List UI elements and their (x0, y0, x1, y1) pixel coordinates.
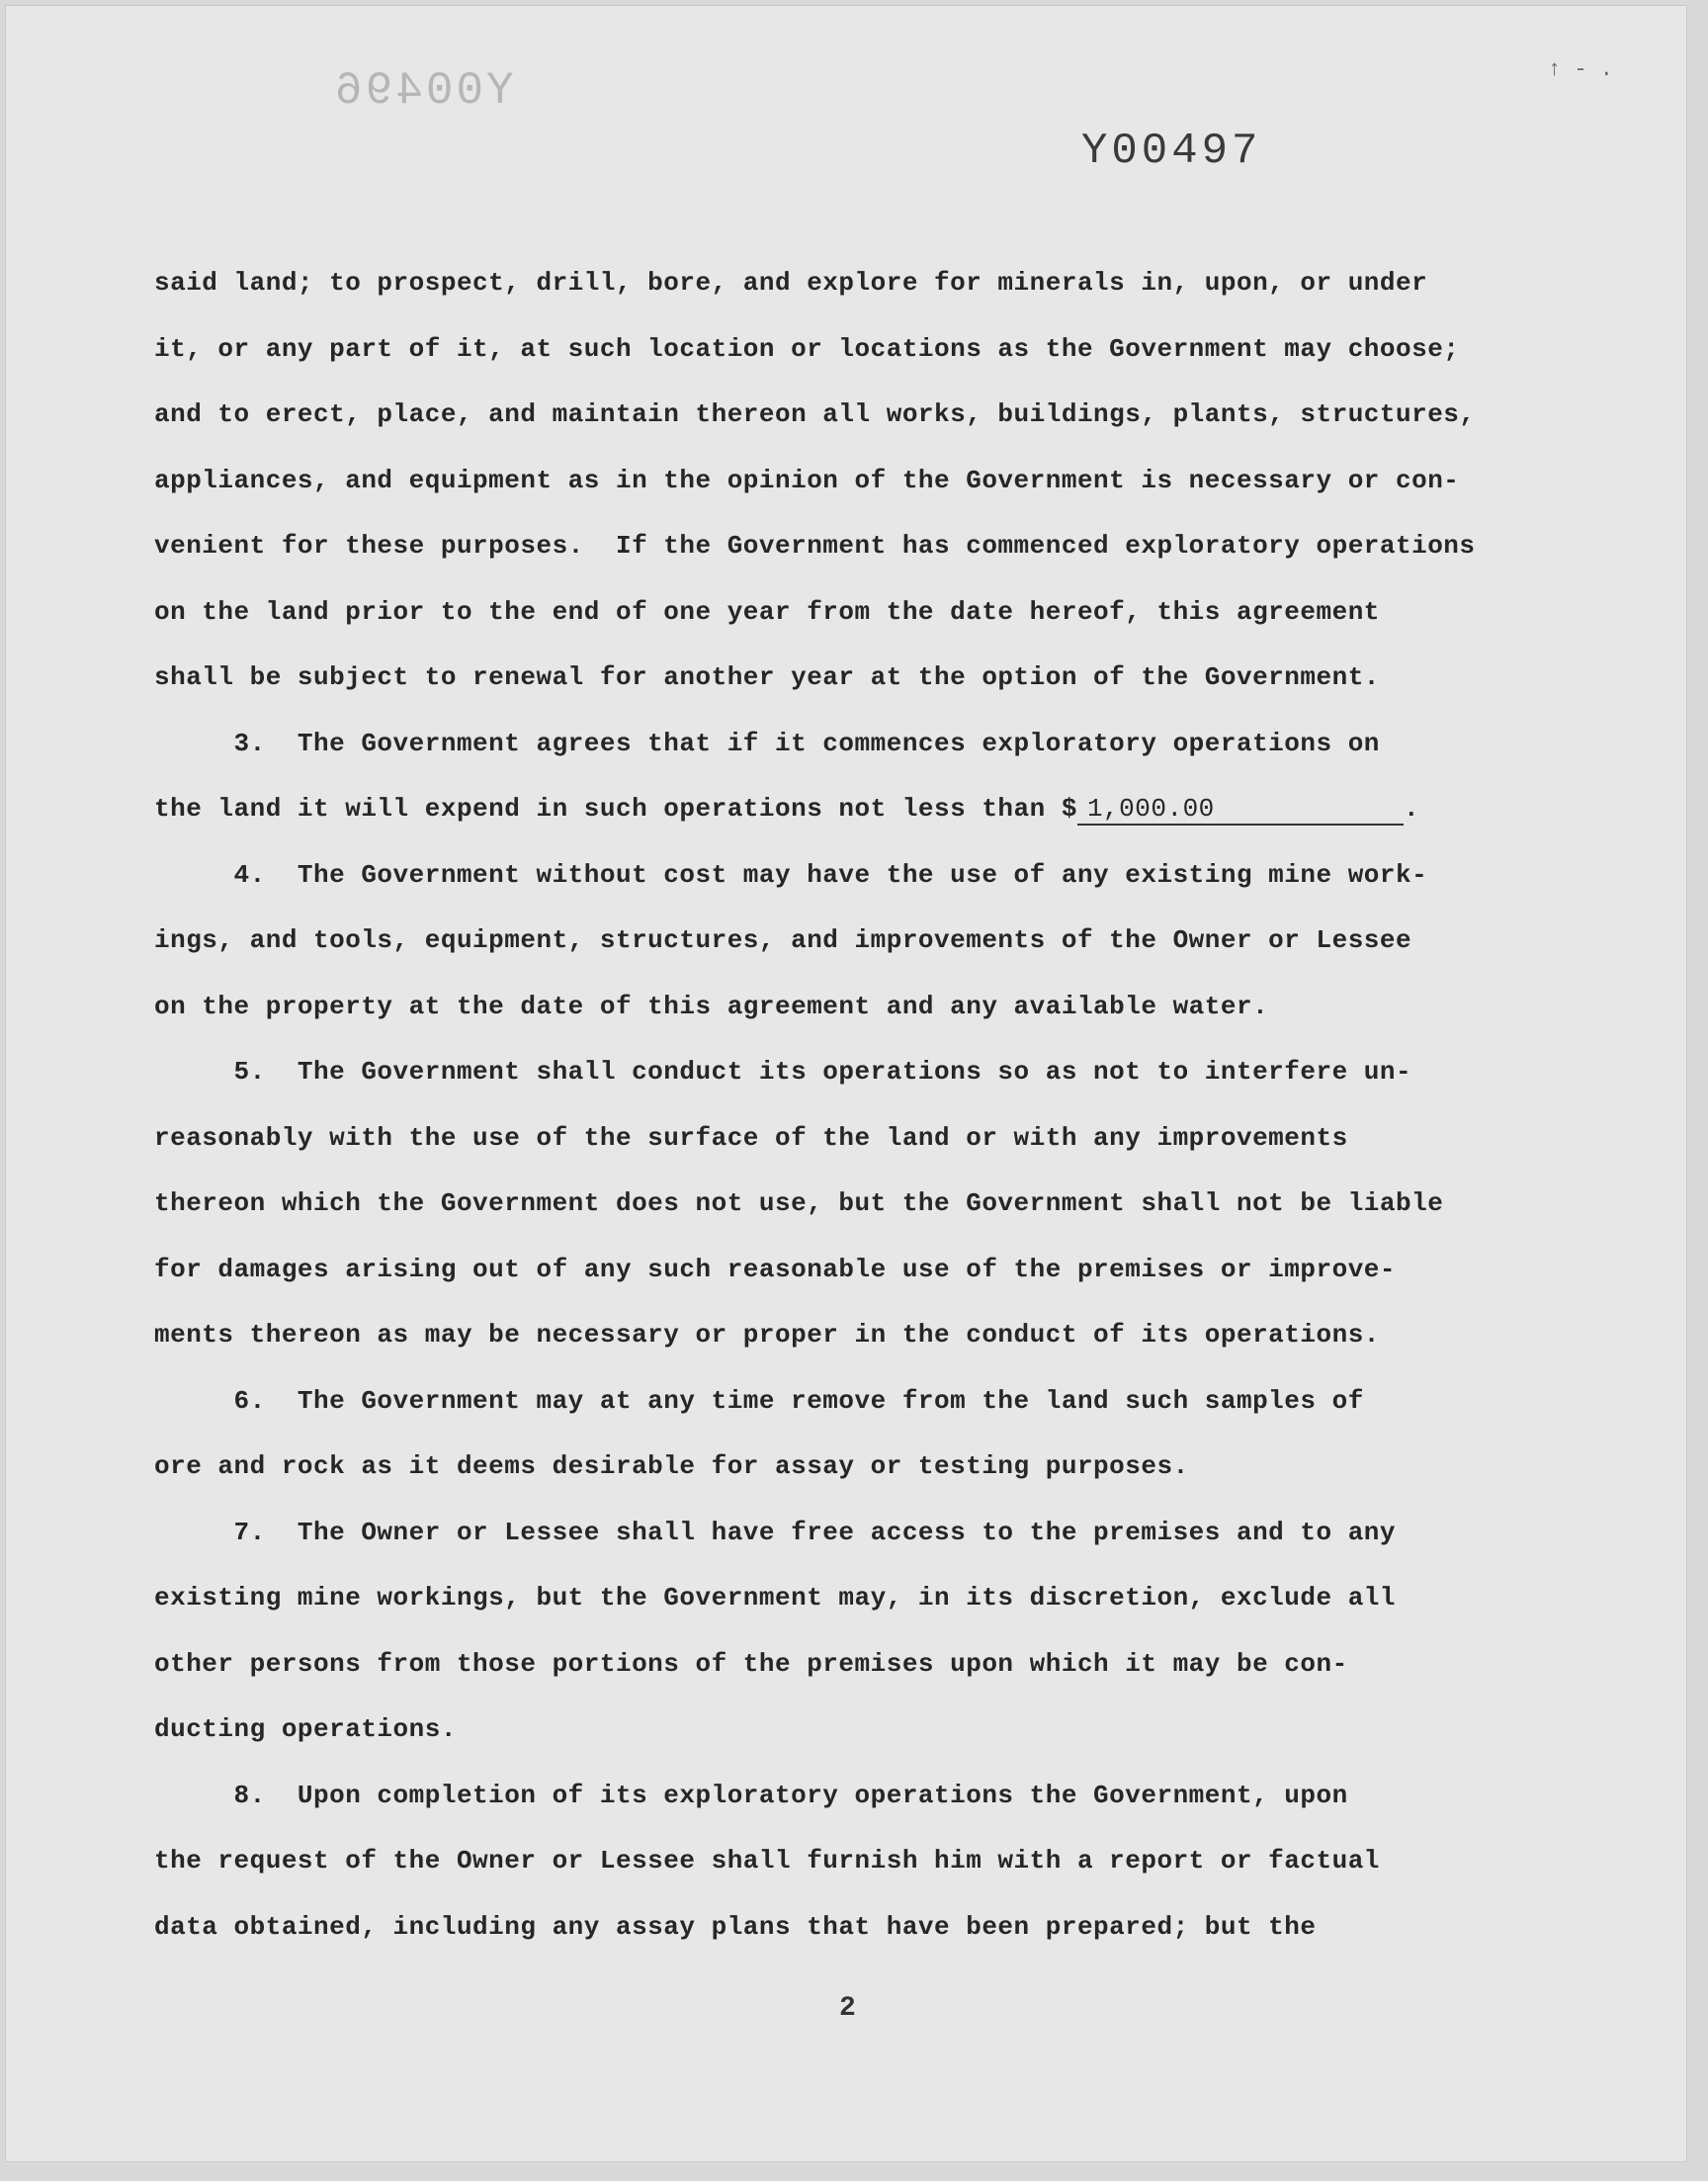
text-line: for damages arising out of any such reasonable use of the premises or improve- (154, 1254, 1396, 1284)
text-line: said land; to prospect, drill, bore, and explore for minerals in, upon, or under (154, 268, 1428, 298)
text-line: thereon which the Government does not use, but the Government shall not be liable (154, 1188, 1444, 1218)
paragraph-5-line: 5. The Government shall conduct its operations so as not to interfere un- (154, 1057, 1412, 1087)
corner-mark: ↑ - . (1548, 57, 1614, 82)
text-line: existing mine workings, but the Government may, in its discretion, exclude all (154, 1583, 1396, 1613)
text-line: data obtained, including any assay plans that have been prepared; but the (154, 1911, 1317, 1942)
text-line: ore and rock as it deems desirable for assay or testing purposes. (154, 1451, 1189, 1481)
amount-field: 1,000.00 (1077, 794, 1404, 826)
text-line: ings, and tools, equipment, structures, and improvements of the Owner or Lessee (154, 925, 1412, 955)
text-line: other persons from those portions of the premises upon which it may be con- (154, 1648, 1348, 1679)
paragraph-8-line: 8. Upon completion of its exploratory operations the Government, upon (154, 1780, 1348, 1810)
document-page (6, 6, 1686, 2161)
text-line: ments thereon as may be necessary or proper in the conduct of its operations. (154, 1320, 1380, 1350)
bleed-through-stamp: Y00496 (332, 65, 514, 117)
amount-line-text: the land it will expend in such operations not less than $ (154, 794, 1077, 824)
text-line: venient for these purposes. If the Government has commenced exploratory operations (154, 531, 1476, 561)
paragraph-7-line: 7. The Owner or Lessee shall have free access to the premises and to any (154, 1517, 1396, 1547)
document-number-stamp: Y00497 (1081, 127, 1262, 176)
paragraph-6-line: 6. The Government may at any time remove from the land such samples of (154, 1385, 1364, 1416)
amount-line-end: . (1403, 794, 1420, 824)
text-line: on the land prior to the end of one year from the date hereof, this agreement (154, 596, 1380, 627)
text-line: it, or any part of it, at such location or locations as the Government may choose; (154, 333, 1460, 364)
text-line: on the property at the date of this agreement and any available water. (154, 991, 1269, 1021)
page-number: 2 (839, 1993, 856, 2024)
text-line: and to erect, place, and maintain thereon all works, buildings, plants, structures, (154, 399, 1476, 429)
agreement-body (154, 268, 1538, 1977)
text-line: reasonably with the use of the surface of the land or with any improvements (154, 1122, 1348, 1153)
text-line: ducting operations. (154, 1714, 457, 1744)
text-line: appliances, and equipment as in the opinion of the Government is necessary or con- (154, 465, 1460, 495)
text-line: the request of the Owner or Lessee shall furnish him with a report or factual (154, 1846, 1380, 1876)
text-line: shall be subject to renewal for another year at the option of the Government. (154, 662, 1380, 692)
paragraph-3-line: 3. The Government agrees that if it commences exploratory operations on (154, 728, 1380, 758)
amount-line (154, 794, 1538, 860)
paragraph-4-line: 4. The Government without cost may have the use of any existing mine work- (154, 859, 1428, 890)
